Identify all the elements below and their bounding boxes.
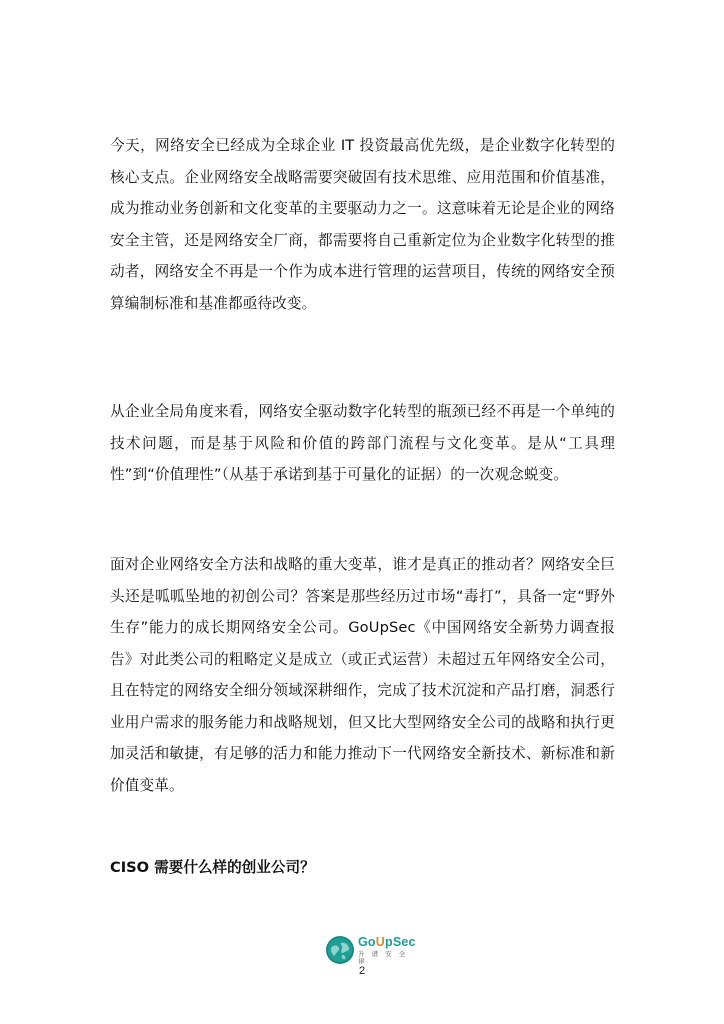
paragraph-1: 今天，网络安全已经成为全球企业 IT 投资最高优先级，是企业数字化转型的核心支点。企业网络安全战略需要突破固有技术思维、应用范围和价值基准，成为推动业务创新和文化变革的主要驱动力之一。这意味着无论是企业的网络安全主管，还是网络安全厂商，都需要将自己重新定位为企业数字化转型的推动者，网络安全不再是一个作为成本进行管理的运营项目，传统的网络安全预算编制标准和基准都亟待改变。 [110,137,615,312]
paragraph-2: 从企业全局角度来看，网络安全驱动数字化转型的瓶颈已经不再是一个单纯的技术问题，而是基于风险和价值的跨部门流程与文化变革。是从“工具理性”到“价值理性”（从基于承诺到基于可量化的证据）的一次观念蜕变。 [110,403,615,483]
goupsec-logo [326,935,416,965]
paragraph-3: 面对企业网络安全方法和战略的重大变革，谁才是真正的推动者？网络安全巨头还是呱呱坠地的初创公司？答案是那些经历过市场“毒打”，具备一定“野外生存”能力的成长期网络安全公司。GoUpSec《中国网络安全新势力调查报告》对此类公司的粗略定义是成立（或正式运营）未超过五年网络安全公司，且在特定的网络安全细分领域深耕细作，完成了技术沉淀和产品打磨，洞悉行业用户需求的服务能力和战略规划，但又比大型网络安全公司的战略和执行更加灵活和敏捷，有足够的活力和能力推动下一代网络安全新技术、新标准和新价值变革。 [110,556,615,794]
logo-text [358,936,416,965]
section-heading: CISO 需要什么样的创业公司？ [110,859,315,876]
brand-name: GoUpSec [358,934,416,949]
brand-tagline: 升 谱 安 全 律 [358,950,408,965]
globe-logo-icon [326,936,354,964]
page-number: 2 [358,965,366,977]
